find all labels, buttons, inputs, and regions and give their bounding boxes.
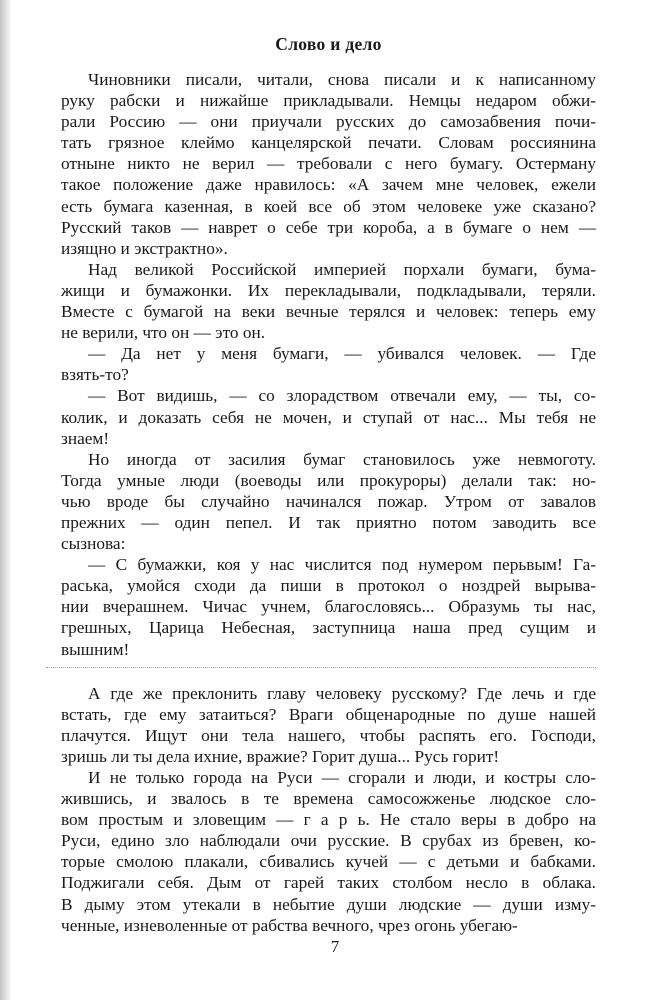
- text-line: Поджигали себя. Дым от гарей таких столбом несло в облака.: [61, 873, 596, 893]
- text-line: ченные, изневоленные от рабства вечного, чрез огонь убегаю-: [61, 915, 518, 935]
- text-line: знаем!: [61, 428, 110, 448]
- text-body: [61, 69, 596, 936]
- text-line: грешных, Царица Небесная, заступница наша пред сущим и: [61, 618, 596, 638]
- paragraph: [61, 69, 596, 259]
- text-line: плачутся. Ищут они тела нашего, чтобы распять его. Господи,: [61, 725, 596, 745]
- paragraph: [61, 767, 596, 936]
- text-line: такое положение даже нравилось: «А зачем мне человек, ежели: [61, 175, 596, 195]
- paragraph: [61, 449, 596, 554]
- section-separator: [46, 667, 596, 668]
- text-line: Но иногда от засилия бумаг становилось уже невмоготу.: [88, 449, 596, 469]
- text-line: прежних — один пепел. И так приятно потом заводить все: [61, 512, 596, 532]
- text-line: нии вчерашнем. Чичас учнем, благословясь... Образумь ты нас,: [61, 597, 596, 617]
- page-number: 7: [330, 937, 340, 956]
- text-line: колик, и доказать себя не мочен, и ступай от нас... Мы тебя не: [61, 407, 596, 427]
- text-line: А где же преклонить главу человеку русскому? Где лечь и где: [88, 683, 596, 703]
- text-line: отныне никто не верил — требовали с него бумагу. Остерману: [61, 154, 596, 174]
- text-line: тать грязное клеймо канцелярской печати. Словам россиянина: [61, 133, 596, 153]
- text-line: есть бумага казенная, в коей все об этом человеке уже сказано?: [61, 196, 596, 216]
- text-line: Вместе с бумагой на веки вечные терялся и человек: теперь ему: [61, 302, 596, 322]
- running-title: Слово и дело: [275, 34, 382, 54]
- paragraph: [61, 385, 596, 448]
- text-line: жищи и бумажонки. Их перекладывали, подкладывали, теряли.: [61, 280, 596, 300]
- text-line: — Да нет у меня бумаги, — убивался человек. — Где: [88, 344, 596, 364]
- paragraph: [61, 554, 596, 659]
- paragraph: [61, 343, 596, 385]
- text-line: жившись, и звалось в те времена самосожженье людское сло-: [61, 789, 596, 809]
- text-line: торые смолою плакали, сбивались кучей — с детьми и бабками.: [61, 852, 596, 872]
- text-line: раська, умойся сходи да пиши в протокол о ноздрей вырыва-: [61, 576, 596, 596]
- text-line: изящно и экстрактно».: [61, 238, 228, 258]
- text-line: не верили, что он — это он.: [61, 323, 266, 343]
- text-line: — Вот видишь, — со злорадством отвечали ему, — ты, со-: [88, 386, 596, 406]
- paragraph: [61, 259, 596, 343]
- text-line: руку рабски и нижайше прикладывали. Немцы недаром обжи-: [61, 91, 596, 111]
- text-line: рали Россию — они приучали русских до самозабвения почи-: [61, 112, 596, 132]
- text-line: Над великой Российской империей порхали бумаги, бума-: [88, 259, 596, 279]
- text-line: чью вроде бы случайно начинался пожар. Утром от завалов: [61, 491, 596, 511]
- paragraph: [61, 683, 596, 767]
- text-line: Руси, едино зло наблюдали очи русские. В срубах из бревен, ко-: [61, 831, 596, 851]
- text-line: встать, где ему затаиться? Враги общенародные по душе нашей: [61, 704, 596, 724]
- text-line: — С бумажки, коя у нас числится под нумером перьвым! Га-: [88, 555, 596, 575]
- text-line: И не только города на Руси — сгорали и люди, и костры сло-: [88, 768, 596, 787]
- text-line: В дыму этом утекали в небытие души людские — души изму-: [61, 894, 596, 914]
- text-line: Русский таков — наврет о себе три короба, а в бумаге о нем —: [61, 217, 596, 237]
- text-line: зришь ли ты дела ихние, вражие? Горит душа... Русь горит!: [61, 746, 500, 766]
- text-line: Тогда умные люди (воеводы или прокуроры) делали так: но-: [61, 470, 596, 490]
- text-line: взять-то?: [61, 365, 129, 385]
- text-line: вышним!: [61, 639, 130, 659]
- text-line: сызнова:: [61, 534, 126, 554]
- text-line: Чиновники писали, читали, снова писали и к написанному: [88, 70, 596, 89]
- text-line: вом простым и зловещим — г а р ь. Не стало веры в добро на: [61, 810, 596, 830]
